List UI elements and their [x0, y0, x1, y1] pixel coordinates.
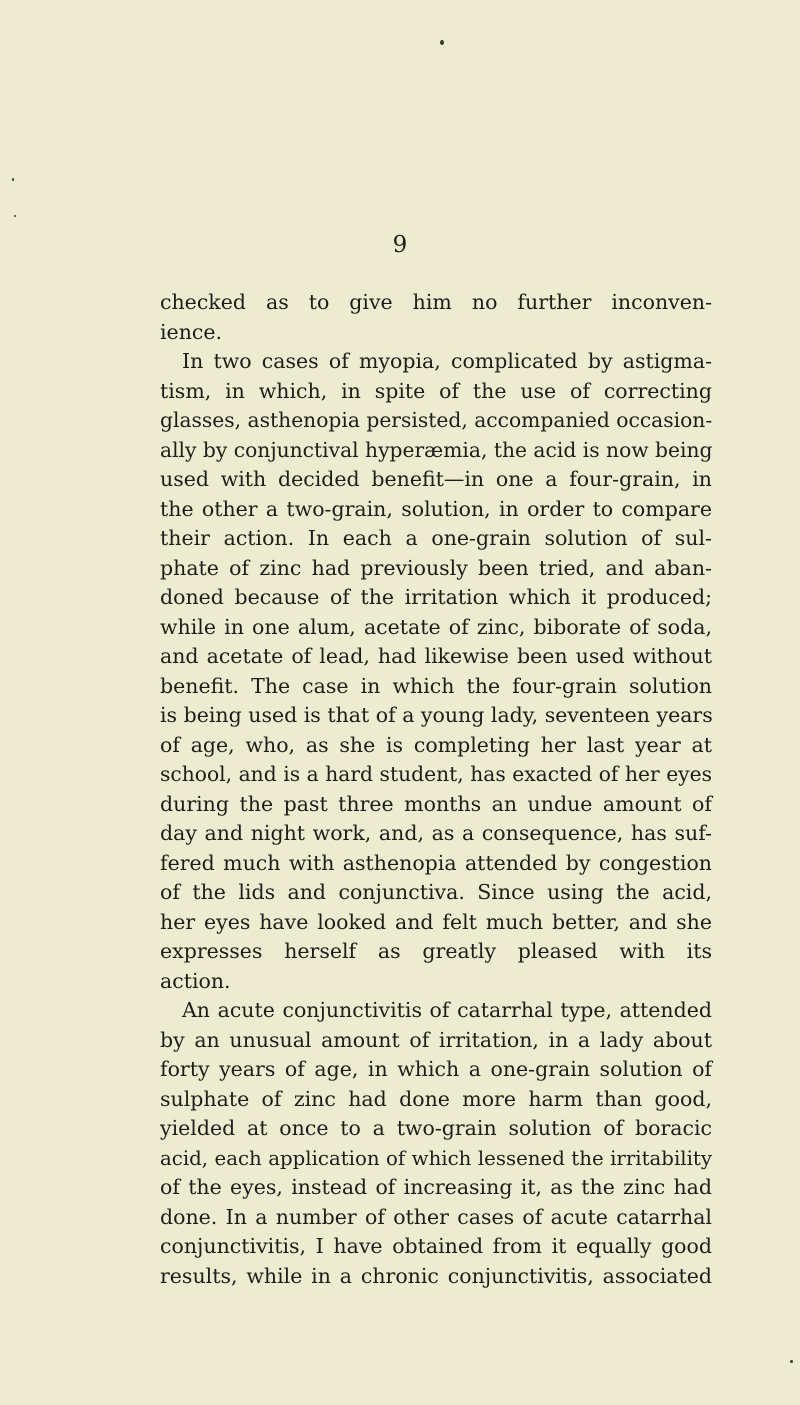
text-line: used with decided benefit—in one a four-grain, in — [160, 467, 712, 491]
print-speck — [14, 215, 16, 217]
text-line: school, and is a hard student, has exacted of her eyes — [160, 762, 712, 786]
print-speck — [790, 1360, 793, 1363]
text-line: the other a two-grain, solution, in order to compare — [160, 496, 712, 521]
text-line: doned because of the irritation which it produced; — [160, 585, 712, 609]
print-speck — [440, 40, 444, 45]
text-line: action. — [160, 968, 231, 993]
text-line: forty years of age, in which a one-grain solution of — [160, 1057, 712, 1081]
text-line: of the eyes, instead of increasing it, as the zinc had — [160, 1175, 712, 1199]
text-line: ience. — [160, 319, 223, 344]
text-line: In two cases of myopia, complicated by astigma- — [182, 349, 712, 373]
text-line: phate of zinc had previously been tried, and aban- — [160, 555, 712, 580]
text-line: of age, who, as she is completing her last year at — [160, 732, 712, 757]
text-line: expresses herself as greatly pleased with its — [160, 939, 712, 963]
text-line: sulphate of zinc had done more harm than good, — [160, 1086, 712, 1111]
body-text — [160, 288, 712, 1291]
text-line: acid, each application of which lessened the irritability — [160, 1146, 712, 1170]
text-line: her eyes have looked and felt much better, and she — [160, 909, 712, 934]
print-speck — [12, 178, 14, 181]
text-line: results, while in a chronic conjunctivitis, associated — [160, 1263, 712, 1288]
text-line: ally by conjunctival hyperæmia, the acid is now being — [160, 437, 713, 462]
text-line: of the lids and conjunctiva. Since using the acid, — [160, 880, 712, 904]
text-line: fered much with asthenopia attended by congestion — [160, 850, 712, 875]
text-line: by an unusual amount of irritation, in a lady about — [160, 1027, 712, 1052]
page-number: 9 — [392, 232, 408, 258]
text-line: is being used is that of a young lady, seventeen years — [160, 703, 713, 727]
text-line: while in one alum, acetate of zinc, biborate of soda, — [160, 614, 712, 639]
text-line: glasses, asthenopia persisted, accompanied occasion- — [160, 408, 713, 432]
text-line: during the past three months an undue amount of — [160, 791, 712, 816]
text-line: their action. In each a one-grain solution of sul- — [160, 526, 712, 550]
text-line: checked as to give him no further inconven- — [160, 290, 712, 314]
text-line: day and night work, and, as a consequence, has suf- — [160, 821, 712, 845]
text-line: done. In a number of other cases of acute catarrhal — [160, 1204, 712, 1229]
text-line: benefit. The case in which the four-grain solution — [160, 673, 712, 698]
text-line: yielded at once to a two-grain solution of boracic — [160, 1116, 712, 1140]
text-line: An acute conjunctivitis of catarrhal type, attended — [182, 998, 712, 1022]
text-line: tism, in which, in spite of the use of correcting — [160, 378, 712, 403]
text-line: conjunctivitis, I have obtained from it equally good — [160, 1234, 712, 1258]
text-line: and acetate of lead, had likewise been used without — [160, 644, 712, 668]
